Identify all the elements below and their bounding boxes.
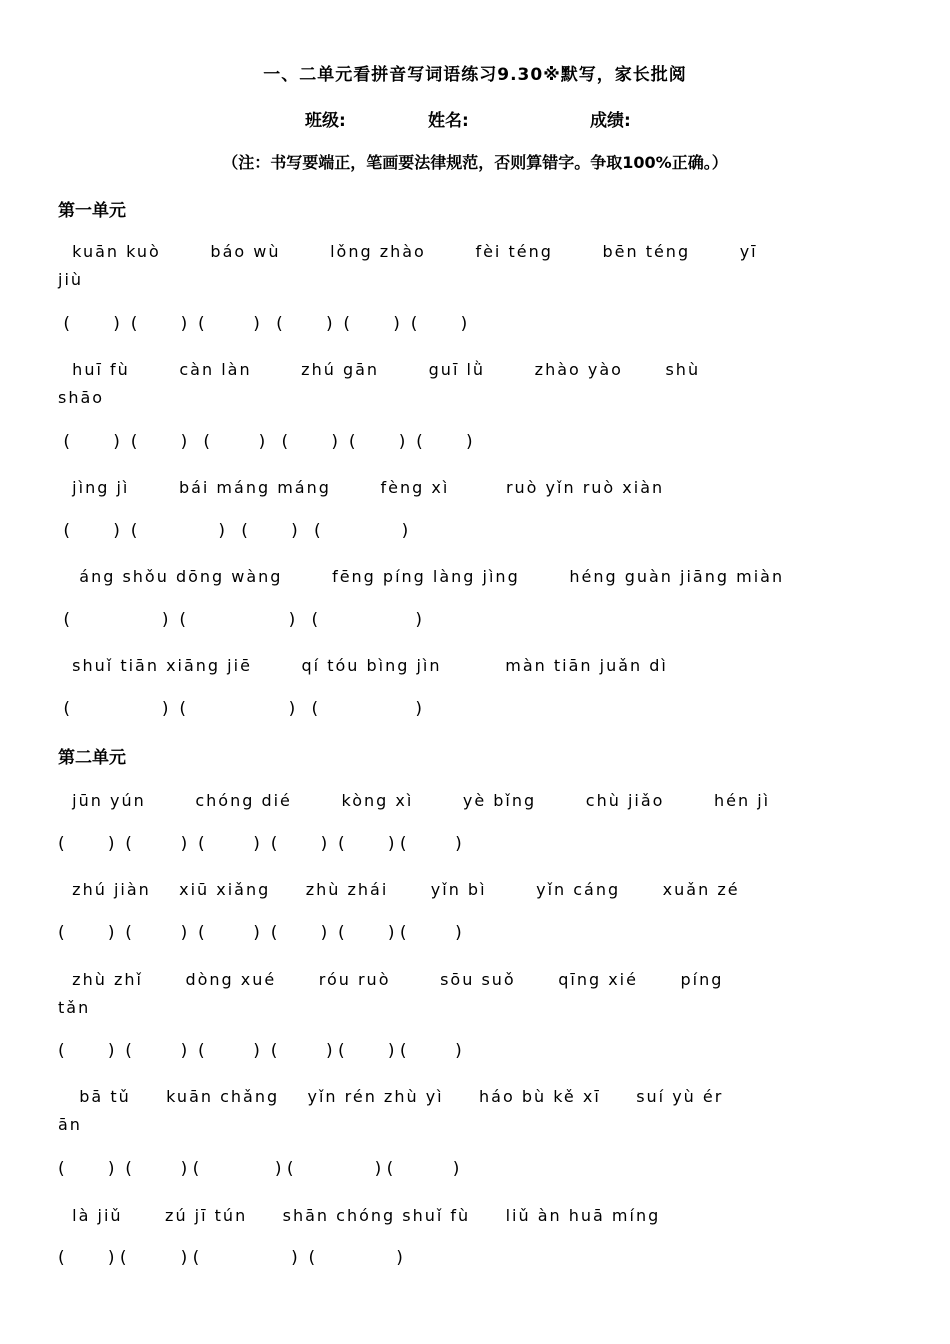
unit-2-answer-row-3: ( ) ( ) ( ) ( ) ( ) ( )	[58, 1041, 462, 1061]
unit-2-answer-row-2: ( ) ( ) ( ) ( ) ( ) ( )	[58, 923, 462, 943]
name-label: 姓名:	[428, 111, 469, 131]
unit-1-pinyin-row-1: kuān kuò báo wù lǒng zhào fèi téng bēn téng yī jiù	[58, 242, 758, 289]
instruction-note: （注：书写要端正，笔画要法律规范，否则算错字。争取100%正确。）	[222, 153, 728, 172]
unit-2-pinyin-row-5: là jiǔ zú jī tún shān chóng shuǐ fù liǔ àn huā míng	[58, 1206, 661, 1225]
score-label: 成绩:	[590, 111, 631, 131]
unit-2-answer-row-5: ( ) ( ) ( ) ( )	[58, 1248, 403, 1268]
unit-2-pinyin-row-2: zhú jiàn xiū xiǎng zhù zhái yǐn bì yǐn cáng xuǎn zé	[58, 880, 740, 899]
unit-1-answer-row-4: ( ) ( ) ( )	[58, 610, 423, 630]
unit-1-pinyin-row-2: huī fù càn làn zhú gān guī lǜ zhào yào shù shāo	[58, 360, 701, 407]
unit-2-pinyin-row-4: bā tǔ kuān chǎng yǐn rén zhù yì háo bù kě xī suí yù ér ān	[58, 1087, 724, 1134]
unit-2-answer-row-1: ( ) ( ) ( ) ( ) ( ) ( )	[58, 834, 462, 854]
unit-1-answer-row-3: ( ) ( ) ( ) ( )	[58, 521, 409, 541]
unit-2-pinyin-row-1: jūn yún chóng dié kòng xì yè bǐng chù jiǎo hén jì	[58, 791, 771, 810]
unit-2-heading: 第二单元	[58, 748, 126, 768]
unit-1-heading: 第一单元	[58, 201, 126, 221]
unit-1-pinyin-row-5: shuǐ tiān xiāng jiē qí tóu bìng jìn màn tiān juǎn dì	[58, 656, 668, 675]
unit-1-answer-row-5: ( ) ( ) ( )	[58, 699, 423, 719]
class-label: 班级:	[305, 111, 346, 131]
unit-1-answer-row-1: ( ) ( ) ( ) ( ) ( ) ( )	[58, 314, 468, 334]
unit-1-pinyin-row-3: jìng jì bái máng máng fèng xì ruò yǐn ruò xiàn	[58, 478, 665, 497]
unit-1-pinyin-row-4: áng shǒu dōng wàng fēng píng làng jìng héng guàn jiāng miàn	[58, 567, 785, 586]
unit-2-answer-row-4: ( ) ( ) ( ) ( ) ( )	[58, 1159, 460, 1179]
unit-1-answer-row-2: ( ) ( ) ( ) ( ) ( ) ( )	[58, 432, 473, 452]
worksheet-title: 一、二单元看拼音写词语练习9.30※默写，家长批阅	[263, 65, 687, 85]
unit-2-pinyin-row-3: zhù zhǐ dòng xué róu ruò sōu suǒ qīng xié píng tǎn	[58, 970, 724, 1017]
